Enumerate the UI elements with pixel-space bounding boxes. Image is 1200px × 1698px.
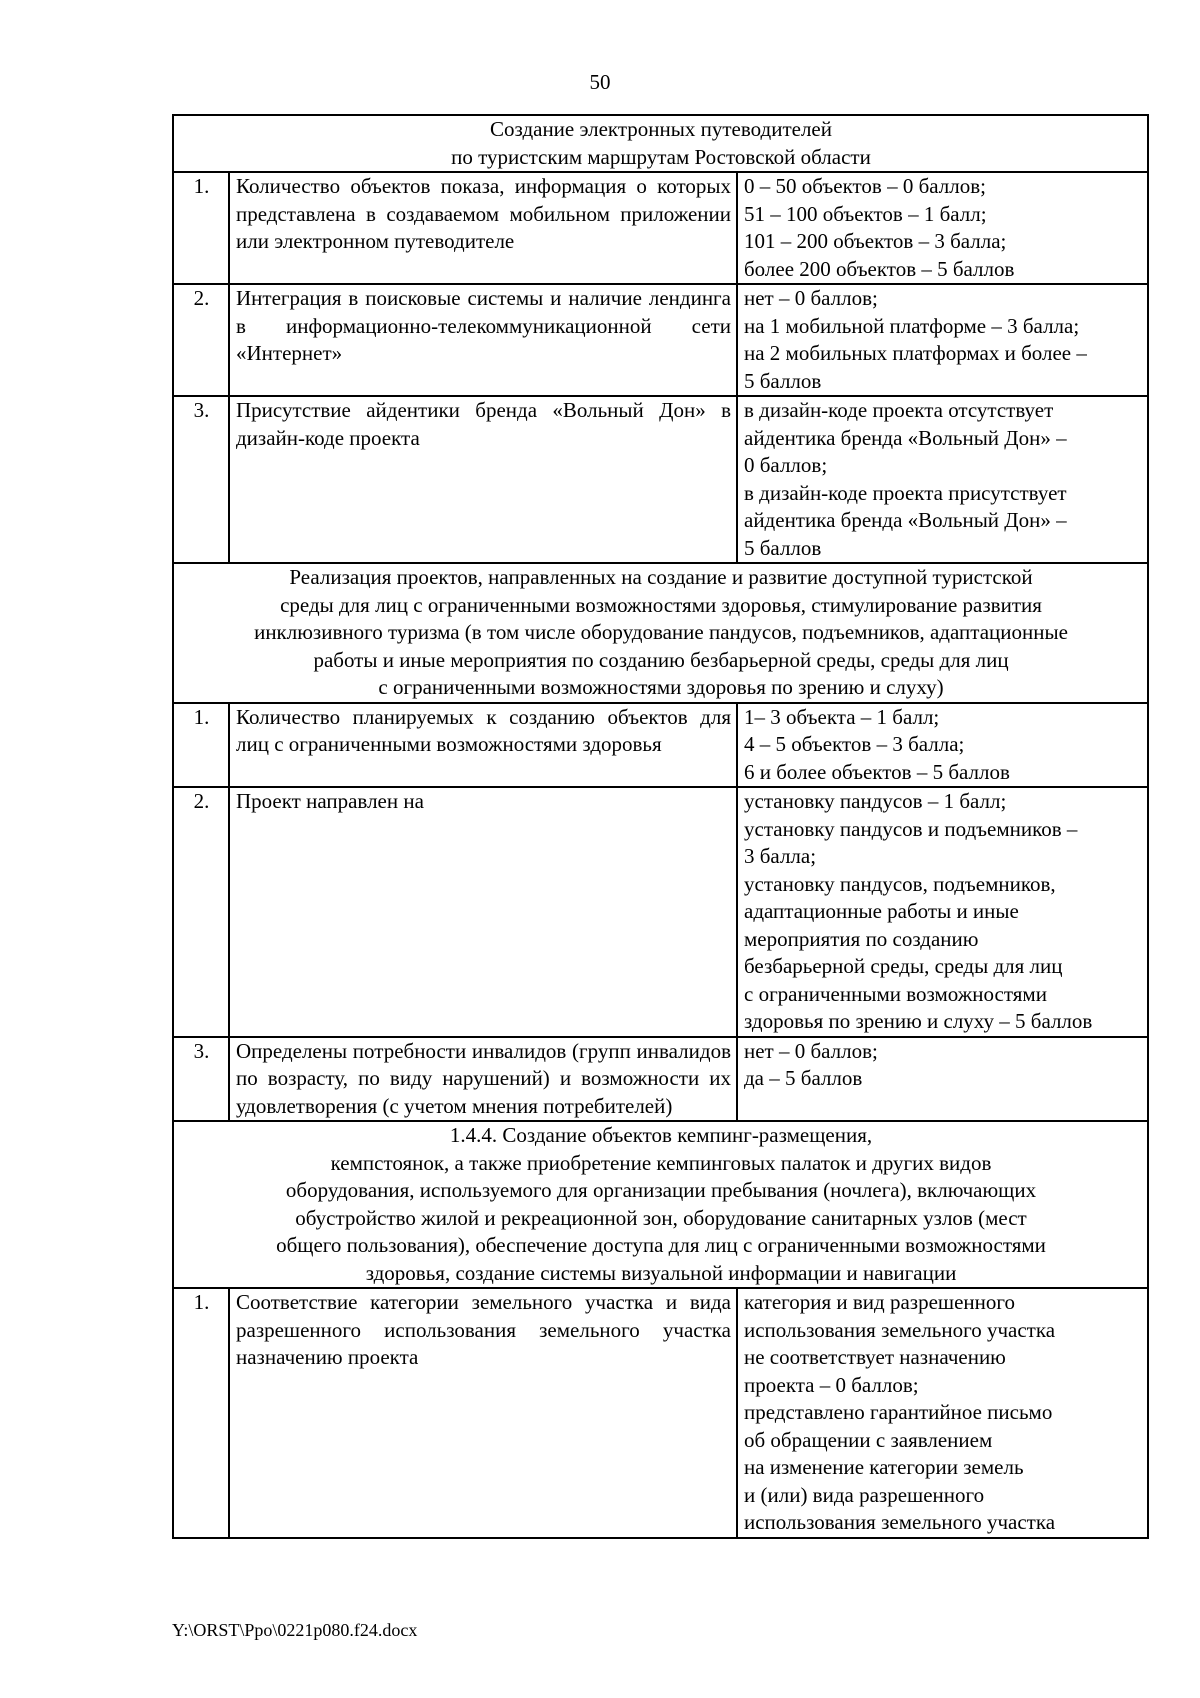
score-cell — [737, 284, 1148, 396]
score-line: в дизайн-коде проекта отсутствует — [744, 398, 1054, 422]
score-line: 3 балла; — [744, 844, 817, 868]
row-number: 2. — [173, 284, 229, 396]
score-line: мероприятия по созданию — [744, 926, 979, 951]
score-line: об обращении с заявлением — [744, 1427, 993, 1452]
row-number: 2. — [173, 787, 229, 1037]
score-line: айдентика бренда «Вольный Дон» – — [744, 425, 1067, 450]
score-line: 0 баллов; — [744, 453, 828, 477]
section-title — [173, 563, 1148, 703]
score-line: 6 и более объектов – 5 баллов — [744, 759, 1010, 784]
section-title-line: Реализация проектов, направленных на создание и развитие доступной туристской — [289, 565, 1033, 589]
score-line: установку пандусов и подъемников – — [744, 816, 1078, 841]
score-line: не соответствует назначению — [744, 1345, 1006, 1369]
score-line: установку пандусов – 1 балл; — [744, 789, 1007, 813]
section-title-line: инклюзивного туризма (в том числе оборудование пандусов, подъемников, адаптационные — [254, 620, 1068, 644]
score-line: и (или) вида разрешенного — [744, 1482, 985, 1507]
score-line: 5 баллов — [744, 535, 822, 560]
section-title — [173, 1121, 1148, 1288]
page-number: 50 — [589, 70, 611, 94]
score-line: адаптационные работы и иные — [744, 899, 1019, 923]
score-line: 0 – 50 объектов – 0 баллов; — [744, 174, 986, 198]
row-number: 1. — [173, 172, 229, 284]
score-line: да – 5 баллов — [744, 1066, 863, 1090]
section-title — [173, 115, 1148, 172]
section-title-line: кемпстоянок, а также приобретение кемпинговых палаток и других видов — [330, 1150, 992, 1175]
row-number: 3. — [173, 1037, 229, 1122]
criterion-text: Количество планируемых к созданию объектов для лиц с ограниченными возможностями здоровья — [229, 703, 737, 788]
score-cell — [737, 1037, 1148, 1122]
score-line: категория и вид разрешенного — [744, 1290, 1015, 1314]
score-line: на 2 мобильных платформах и более – — [744, 341, 1087, 365]
score-line: с ограниченными возможностями — [744, 981, 1047, 1006]
row-number: 1. — [173, 1288, 229, 1538]
row-number: 1. — [173, 703, 229, 788]
criterion-text: Проект направлен на — [229, 787, 737, 1037]
score-line: безбарьерной среды, среды для лиц — [744, 954, 1063, 978]
footer-file-path: Y:\ORST\Ppo\0221p080.f24.docx — [172, 1620, 418, 1640]
section-title-line: среды для лиц с ограниченными возможностями здоровья, стимулирование развития — [280, 592, 1042, 617]
section-header-row — [173, 563, 1148, 703]
criteria-table — [172, 114, 1149, 1539]
score-line: на 1 мобильной платформе – 3 балла; — [744, 313, 1080, 338]
criterion-text: Присутствие айдентики бренда «Вольный Дон» в дизайн-коде проекта — [229, 396, 737, 563]
score-line: 1– 3 объекта – 1 балл; — [744, 704, 940, 729]
table-row — [173, 1288, 1148, 1538]
criterion-text: Количество объектов показа, информация о которых представлена в создаваемом мобильном приложении или электронном путеводителе — [229, 172, 737, 284]
score-cell — [737, 1288, 1148, 1538]
section-title-line: оборудования, используемого для организации пребывания (ночлега), включающих — [285, 1178, 1037, 1202]
score-line: здоровья по зрению и слуху – 5 баллов — [744, 1009, 1093, 1033]
score-line: 5 баллов — [744, 368, 822, 393]
score-line: 51 – 100 объектов – 1 балл; — [744, 201, 987, 226]
score-line: установку пандусов, подъемников, — [744, 871, 1056, 896]
section-title-line: по туристским маршрутам Ростовской области — [451, 144, 871, 169]
criterion-text: Интеграция в поисковые системы и наличие лендинга в информационно-телекоммуникационной сети «Интернет» — [229, 284, 737, 396]
score-line: нет – 0 баллов; — [744, 1038, 878, 1063]
score-cell — [737, 787, 1148, 1037]
table-row — [173, 703, 1148, 788]
row-number: 3. — [173, 396, 229, 563]
section-header-row — [173, 1121, 1148, 1288]
section-title-line: обустройство жилой и рекреационной зон, оборудование санитарных узлов (мест — [295, 1205, 1027, 1230]
section-title-line: работы и иные мероприятия по созданию безбарьерной среды, среды для лиц — [313, 647, 1009, 672]
score-line: представлено гарантийное письмо — [744, 1400, 1053, 1424]
score-line: 4 – 5 объектов – 3 балла; — [744, 732, 965, 756]
table-row — [173, 172, 1148, 284]
score-line: на изменение категории земель — [744, 1455, 1024, 1479]
section-title-line: общего пользования), обеспечение доступа для лиц с ограниченными возможностями — [276, 1233, 1046, 1257]
criterion-text: Соответствие категории земельного участка и вида разрешенного использования земельного участка назначению проекта — [229, 1288, 737, 1538]
score-line: более 200 объектов – 5 баллов — [744, 256, 1015, 281]
section-title-line: 1.4.4. Создание объектов кемпинг-размещения, — [449, 1123, 873, 1147]
table-row — [173, 1037, 1148, 1122]
score-line: 101 – 200 объектов – 3 балла; — [744, 229, 1007, 253]
score-line: проекта – 0 баллов; — [744, 1372, 919, 1397]
score-cell — [737, 172, 1148, 284]
score-line: в дизайн-коде проекта присутствует — [744, 480, 1067, 505]
score-line: нет – 0 баллов; — [744, 286, 878, 310]
section-header-row — [173, 115, 1148, 172]
score-line: айдентика бренда «Вольный Дон» – — [744, 508, 1067, 532]
criterion-text: Определены потребности инвалидов (групп инвалидов по возрасту, по виду нарушений) и возможности их удовлетворения (с учетом мнения потребителей) — [229, 1037, 737, 1122]
section-title-line: здоровья, создание системы визуальной информации и навигации — [365, 1260, 957, 1285]
section-title-line: с ограниченными возможностями здоровья по зрению и слуху) — [378, 675, 944, 699]
section-title-line: Создание электронных путеводителей — [490, 117, 832, 141]
table-row — [173, 396, 1148, 563]
table-row — [173, 787, 1148, 1037]
score-cell — [737, 703, 1148, 788]
score-line: использования земельного участка — [744, 1317, 1056, 1342]
score-line: использования земельного участка — [744, 1510, 1056, 1534]
table-row — [173, 284, 1148, 396]
score-cell — [737, 396, 1148, 563]
